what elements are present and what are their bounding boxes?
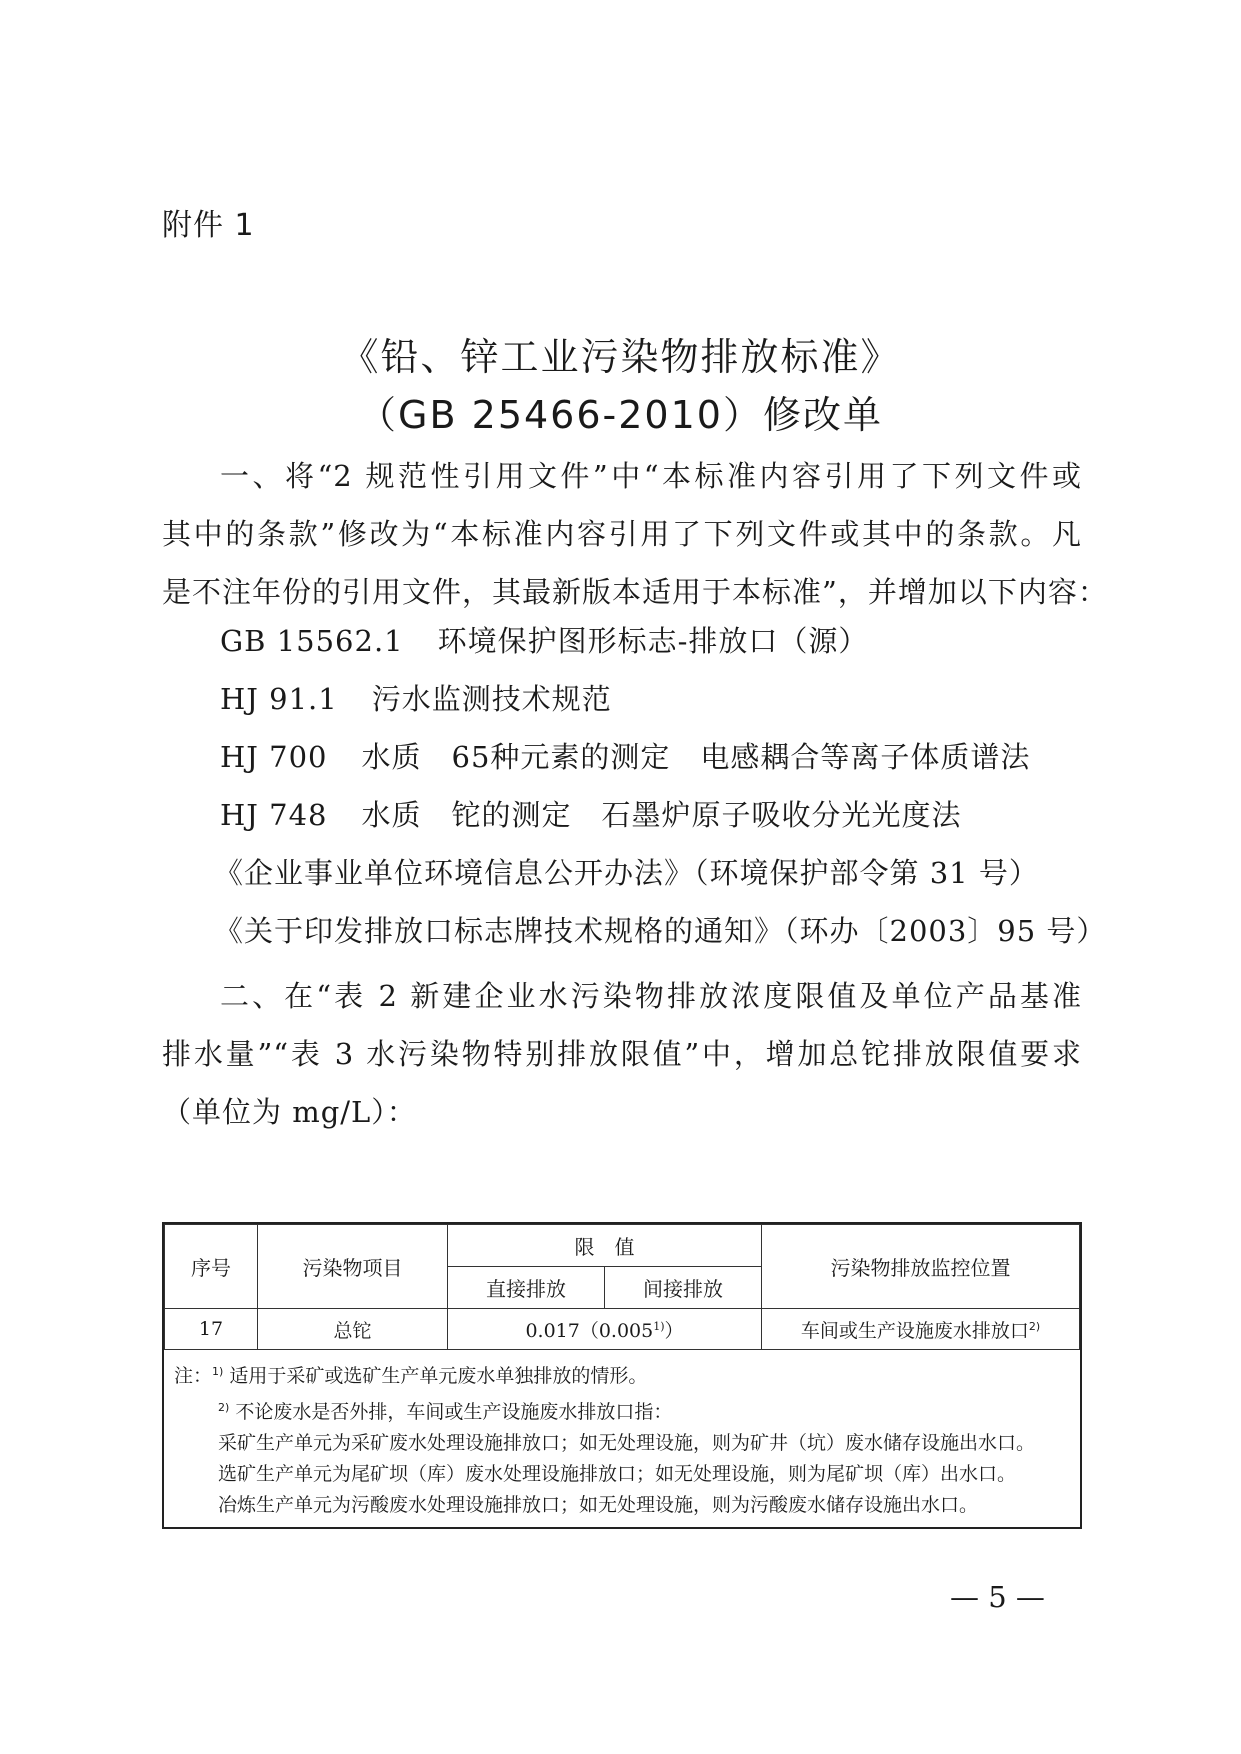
attachment-label: 附件 1 [162, 208, 255, 243]
reference-title: 水质 65种元素的测定 电感耦合等离子体质谱法 [361, 740, 1031, 774]
reference-code: HJ 700 [220, 740, 328, 774]
reference-title: 《企业事业单位环境信息公开办法》（环境保护部令第 31 号） [214, 856, 1039, 890]
document-title-line2: （GB 25466-2010）修改单 [358, 393, 883, 437]
note-2 [174, 1392, 1070, 1428]
table-notes [164, 1350, 1080, 1527]
note-1-marker: 1) [212, 1365, 224, 1378]
paragraph-one-line: 一、将“2 规范性引用文件”中“本标准内容引用了下列文件或 [220, 459, 1082, 493]
reference-title: 环境保护图形标志-排放口（源） [437, 624, 869, 658]
header-indirect: 间接排放 [605, 1267, 762, 1309]
cell-position-text: 车间或生产设施废水排放口 [800, 1319, 1029, 1342]
header-item: 污染物项目 [258, 1225, 448, 1309]
paragraph-one-line: 是不注年份的引用文件，其最新版本适用于本标准”，并增加以下内容： [162, 575, 1108, 609]
note-2-text: 不论废水是否外排，车间或生产设施废水排放口指： [235, 1401, 673, 1423]
cell-position-footnote: 2) [1028, 1319, 1041, 1333]
note-1 [174, 1356, 1070, 1392]
note-3: 采矿生产单元为采矿废水处理设施排放口；如无处理设施，则为矿井（坑）废水储存设施出水口。 [218, 1432, 1036, 1454]
reference-item [214, 851, 1039, 892]
paragraph-two-line: 二、在“表 2 新建企业水污染物排放浓度限值及单位产品基准 [220, 979, 1082, 1013]
paragraph-two [162, 967, 1082, 1141]
document-title-line1: 《铅、锌工业污染物排放标准》 [340, 335, 901, 379]
note-2-marker: 2) [218, 1401, 230, 1414]
note-1-text: 适用于采矿或选矿生产单元废水单独排放的情形。 [229, 1365, 648, 1387]
paragraph-one [162, 447, 1108, 621]
note-5: 冶炼生产单元为污酸废水处理设施排放口；如无处理设施，则为污酸废水储存设施出水口。 [218, 1494, 979, 1516]
reference-item [220, 793, 962, 834]
limit-table-grid [164, 1224, 1080, 1350]
reference-item [220, 735, 1030, 776]
paragraph-one-line: 其中的条款”修改为“本标准内容引用了下列文件或其中的条款。凡 [162, 517, 1082, 551]
note-4: 选矿生产单元为尾矿坝（库）废水处理设施排放口；如无处理设施，则为尾矿坝（库）出水口。 [218, 1463, 1017, 1485]
reference-code: GB 15562.1 [220, 624, 404, 658]
note-prefix: 注： [174, 1365, 213, 1387]
cell-limit-tail: ） [664, 1319, 684, 1342]
reference-title: 《关于印发排放口标志牌技术规格的通知》（环办〔2003〕95 号） [214, 914, 1107, 948]
cell-item: 总铊 [258, 1309, 448, 1350]
paragraph-two-line: 排水量”“表 3 水污染物特别排放限值”中，增加总铊排放限值要求 [162, 1037, 1082, 1071]
header-seq: 序号 [165, 1225, 258, 1309]
cell-position [762, 1309, 1080, 1350]
table-row [165, 1309, 1080, 1350]
cell-limit-value: 0.017（0.005 [525, 1319, 654, 1342]
page-number: — 5 — [950, 1580, 1045, 1614]
cell-limit-footnote: 1) [653, 1319, 665, 1333]
cell-seq: 17 [165, 1309, 258, 1350]
reference-code: HJ 748 [220, 798, 328, 832]
reference-item [220, 677, 612, 718]
reference-item [220, 619, 868, 660]
reference-title: 水质 铊的测定 石墨炉原子吸收分光光度法 [361, 798, 962, 832]
header-limit: 限 值 [448, 1225, 762, 1267]
limit-table [162, 1222, 1082, 1529]
paragraph-two-line: （单位为 mg/L）： [162, 1095, 417, 1129]
reference-title: 污水监测技术规范 [371, 682, 612, 716]
reference-code: HJ 91.1 [220, 682, 338, 716]
header-direct: 直接排放 [448, 1267, 605, 1309]
reference-item [214, 909, 1106, 950]
cell-limit [448, 1309, 762, 1350]
header-position: 污染物排放监控位置 [762, 1225, 1080, 1309]
